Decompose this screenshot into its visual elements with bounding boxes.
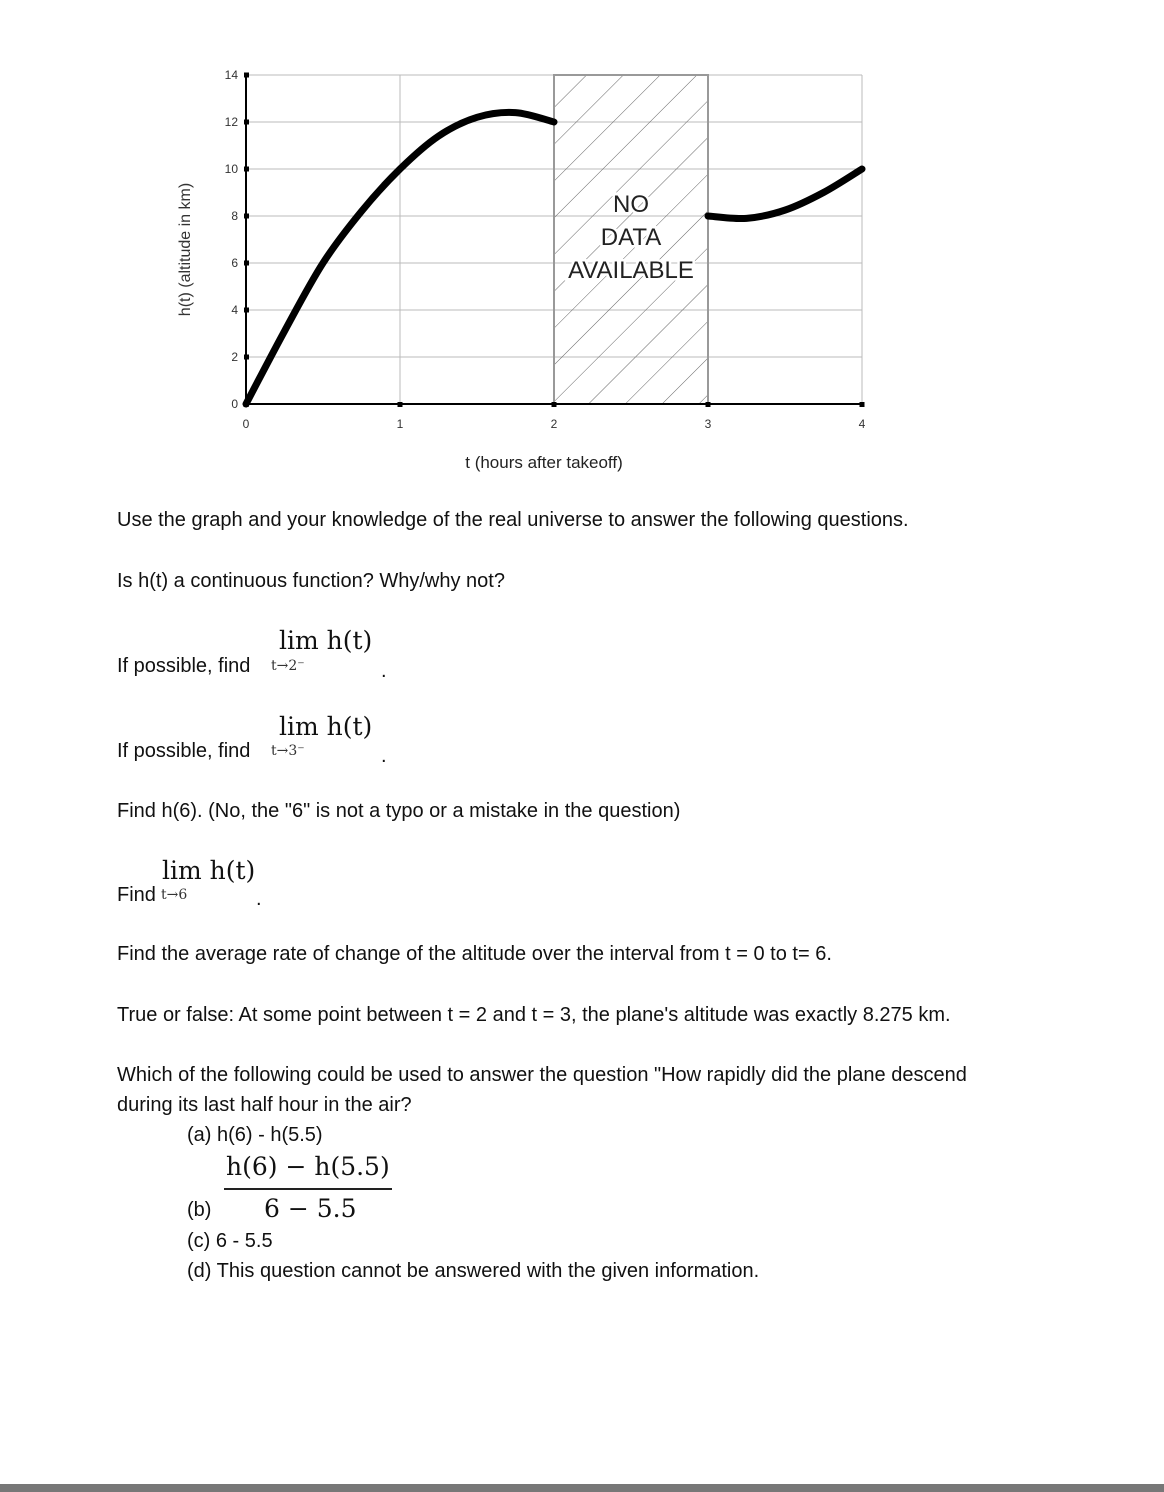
y-tick-label-4: 4 bbox=[231, 303, 238, 317]
y-tick-mark-8 bbox=[244, 214, 249, 219]
x-tick-mark-2 bbox=[552, 402, 557, 407]
y-tick-mark-6 bbox=[244, 261, 249, 266]
question-left-limit-2-prefix: If possible, find bbox=[117, 655, 251, 677]
y-tick-label-12: 12 bbox=[224, 115, 238, 129]
x-tick-label-3: 3 bbox=[704, 417, 712, 431]
period: . bbox=[381, 745, 387, 767]
no-data-label-line-3: AVAILABLE bbox=[568, 257, 694, 284]
question-true-false: True or false: At some point between t = 2 and t = 3, the plane's altitude was exactly 8.275 km. bbox=[117, 1004, 951, 1026]
x-tick-mark-1 bbox=[398, 402, 403, 407]
altitude-line-after-gap bbox=[708, 169, 862, 219]
no-data-label-line-2: DATA bbox=[600, 224, 662, 251]
y-tick-mark-4 bbox=[244, 308, 249, 313]
question-continuity: Is h(t) a continuous function? Why/why not? bbox=[117, 570, 505, 592]
x-axis-label: t (hours after takeoff) bbox=[465, 453, 623, 472]
x-tick-label-1: 1 bbox=[396, 417, 404, 431]
y-tick-mark-10 bbox=[244, 167, 249, 172]
option-b-denominator: 6 − 5.5 bbox=[264, 1194, 357, 1223]
limit-expression-t-to-6: lim h(t) bbox=[162, 856, 256, 885]
y-tick-label-6: 6 bbox=[231, 256, 238, 270]
limit-subscript-t-to-3: t→3⁻ bbox=[271, 743, 305, 759]
period: . bbox=[381, 660, 387, 682]
y-tick-label-8: 8 bbox=[231, 209, 238, 223]
option-d: (d) This question cannot be answered with the given information. bbox=[187, 1260, 760, 1282]
x-tick-label-4: 4 bbox=[858, 417, 866, 431]
altitude-chart bbox=[160, 60, 880, 480]
x-tick-label-0: 0 bbox=[242, 417, 250, 431]
period: . bbox=[256, 888, 262, 910]
limit-subscript-t-to-2: t→2⁻ bbox=[271, 658, 305, 674]
y-tick-label-2: 2 bbox=[231, 350, 238, 364]
x-tick-label-2: 2 bbox=[550, 417, 558, 431]
question-limit-6-prefix: Find bbox=[117, 884, 156, 906]
y-tick-label-14: 14 bbox=[224, 68, 238, 82]
x-tick-mark-3 bbox=[706, 402, 711, 407]
limit-subscript-t-to-6: t→6 bbox=[161, 887, 188, 903]
bottom-scrollbar bbox=[0, 1484, 1164, 1492]
no-data-label-line-1: NO bbox=[613, 191, 649, 218]
y-tick-mark-2 bbox=[244, 355, 249, 360]
option-a: (a) h(6) - h(5.5) bbox=[187, 1124, 323, 1146]
option-c: (c) 6 - 5.5 bbox=[187, 1230, 273, 1252]
option-b-label: (b) bbox=[187, 1199, 212, 1221]
y-tick-mark-12 bbox=[244, 120, 249, 125]
option-b-numerator: h(6) − h(5.5) bbox=[226, 1152, 390, 1181]
x-tick-mark-4 bbox=[860, 402, 865, 407]
question-descend-line-1: Which of the following could be used to answer the question "How rapidly did the plane descend bbox=[117, 1064, 967, 1086]
option-b-fraction-bar bbox=[224, 1188, 392, 1190]
question-descend-line-2: during its last half hour in the air? bbox=[117, 1094, 412, 1116]
limit-expression-t-to-2: lim h(t) bbox=[279, 626, 373, 655]
question-left-limit-3-prefix: If possible, find bbox=[117, 740, 251, 762]
intro-text: Use the graph and your knowledge of the real universe to answer the following questions. bbox=[117, 509, 909, 531]
y-tick-label-10: 10 bbox=[224, 162, 238, 176]
limit-expression-t-to-3: lim h(t) bbox=[279, 712, 373, 741]
question-average-rate: Find the average rate of change of the altitude over the interval from t = 0 to t= 6. bbox=[117, 943, 832, 965]
y-tick-label-0: 0 bbox=[231, 397, 238, 411]
question-find-h6: Find h(6). (No, the "6" is not a typo or a mistake in the question) bbox=[117, 800, 681, 822]
y-tick-mark-14 bbox=[244, 73, 249, 78]
y-axis-label: h(t) (altitude in km) bbox=[177, 182, 194, 317]
